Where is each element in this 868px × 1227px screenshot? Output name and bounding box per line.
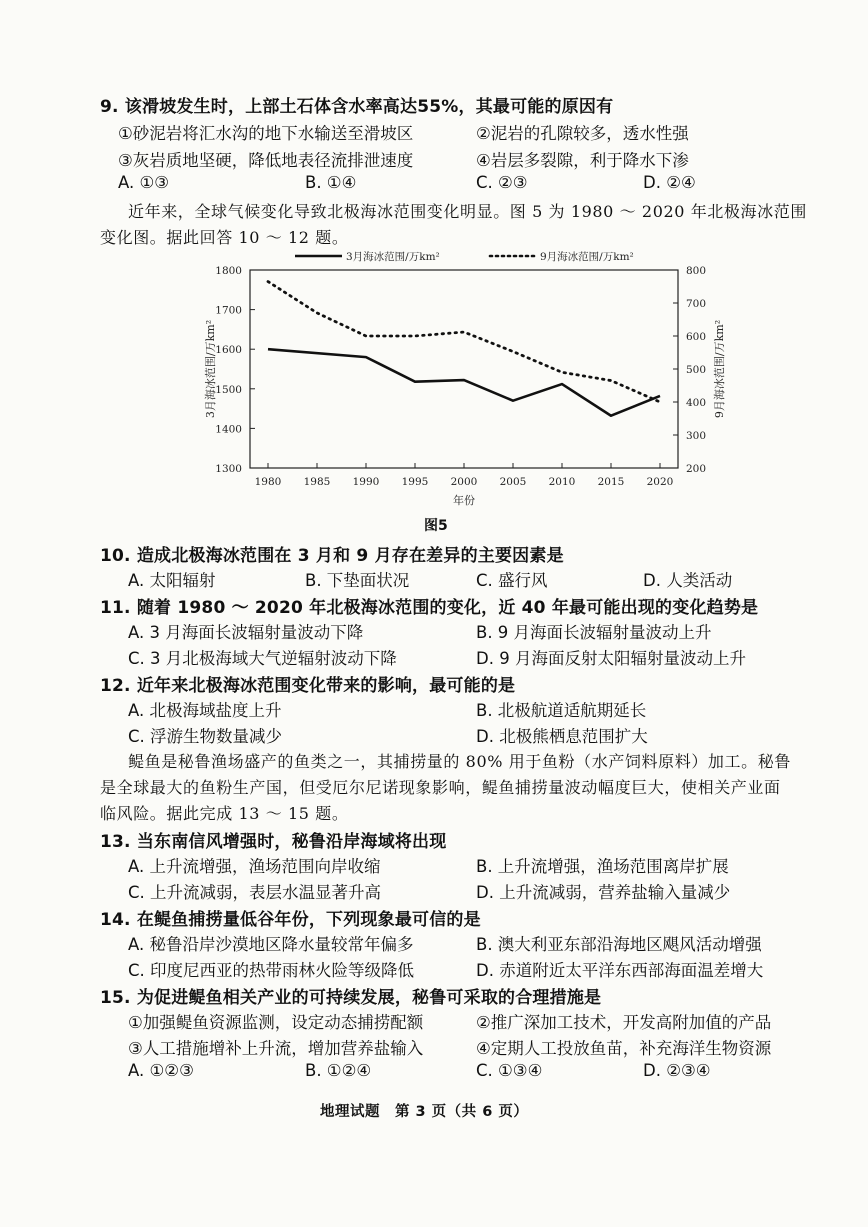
q9-item-1: ①砂泥岩将汇水沟的地下水输送至滑坡区: [118, 124, 414, 143]
x-tick-label: 2010: [548, 476, 576, 488]
q14-stem: 14. 在鳀鱼捕捞量低谷年份，下列现象最可信的是: [100, 910, 481, 930]
q9-item-4: ④岩层多裂隙，利于降水下渗: [476, 151, 689, 170]
q12-choice-a: A. 北极海域盐度上升: [128, 701, 282, 720]
plot-frame: [250, 270, 678, 468]
q15-item-4: ④定期人工投放鱼苗，补充海洋生物资源: [476, 1039, 772, 1058]
q11-choice-c: C. 3 月北极海域大气逆辐射波动下降: [128, 649, 397, 668]
series-september-line: [268, 282, 660, 402]
legend-march-label: 3月海冰范围/万km²: [346, 251, 440, 263]
q13-choice-b: B. 上升流增强，渔场范围离岸扩展: [476, 857, 729, 876]
q14-choice-d: D. 赤道附近太平洋东西部海面温差增大: [476, 961, 764, 980]
q9-choice-c: C. ②③: [476, 173, 528, 192]
x-tick-label: 2020: [646, 476, 674, 488]
q10-choice-b: B. 下垫面状况: [305, 571, 410, 590]
legend-september-label: 9月海冰范围/万km²: [540, 251, 634, 263]
q13-choice-d: D. 上升流减弱，营养盐输入量减少: [476, 883, 731, 902]
q15-choice-d: D. ②③④: [643, 1061, 711, 1080]
left-tick-label: 1400: [215, 423, 242, 436]
q15-choice-a: A. ①②③: [128, 1061, 194, 1080]
q10-stem: 10. 造成北极海冰范围在 3 月和 9 月存在差异的主要因素是: [100, 546, 564, 566]
left-axis-label: 3月海冰范围/万km²: [204, 319, 217, 419]
x-tick-label: 1995: [401, 476, 429, 488]
passage2-line2: 是全球最大的鱼粉生产国，但受厄尔尼诺现象影响，鳀鱼捕捞量波动幅度巨大，使相关产业面: [100, 778, 781, 797]
q9-item-2: ②泥岩的孔隙较多，透水性强: [476, 124, 689, 143]
left-tick-label: 1800: [215, 265, 242, 277]
q15-choice-c: C. ①③④: [476, 1061, 543, 1080]
q12-choice-d: D. 北极熊栖息范围扩大: [476, 727, 648, 746]
q13-choice-c: C. 上升流减弱，表层水温显著升高: [128, 883, 382, 902]
figure-caption: 图5: [424, 518, 448, 534]
x-tick-label: 1985: [303, 476, 331, 488]
x-axis-label: 年份: [453, 494, 475, 507]
q10-choice-a: A. 太阳辐射: [128, 571, 216, 590]
right-tick-label: 300: [686, 430, 707, 442]
q13-choice-a: A. 上升流增强，渔场范围向岸收缩: [128, 857, 381, 876]
q15-item-3: ③人工措施增补上升流，增加营养盐输入: [128, 1039, 424, 1058]
x-tick-label: 1980: [254, 476, 282, 488]
right-tick-label: 400: [686, 397, 707, 409]
x-tick-label: 2005: [499, 476, 527, 488]
right-tick-label: 600: [686, 331, 707, 343]
left-axis: [215, 265, 255, 475]
q11-choice-b: B. 9 月海面长波辐射量波动上升: [476, 623, 712, 642]
right-tick-label: 800: [686, 265, 707, 277]
q14-choice-b: B. 澳大利亚东部沿海地区飓风活动增强: [476, 935, 762, 954]
right-axis-label: 9月海冰范围/万km²: [713, 319, 726, 419]
q12-stem: 12. 近年来北极海冰范围变化带来的影响，最可能的是: [100, 676, 516, 696]
q11-stem: 11. 随着 1980 ～ 2020 年北极海冰范围的变化，近 40 年最可能出现的变化趋势是: [100, 598, 759, 618]
series-march-line: [268, 349, 660, 416]
passage1-line1: 近年来，全球气候变化导致北极海冰范围变化明显。图 5 为 1980 ～ 2020 年北极海冰范围: [128, 202, 807, 221]
q9-item-3: ③灰岩质地坚硬，降低地表径流排泄速度: [118, 151, 414, 170]
passage2-line3: 临风险。据此完成 13 ～ 15 题。: [100, 804, 349, 823]
q9-choice-d: D. ②④: [643, 173, 696, 192]
sea-ice-chart: [190, 242, 750, 522]
x-tick-label: 1990: [352, 476, 380, 488]
q15-item-1: ①加强鳀鱼资源监测，设定动态捕捞配额: [128, 1013, 424, 1032]
x-axis: [255, 463, 674, 488]
passage2-line1: 鳀鱼是秘鲁渔场盛产的鱼类之一，其捕捞量的 80% 用于鱼粉（水产饲料原料）加工。秘鲁: [128, 752, 791, 771]
left-tick-label: 1600: [215, 344, 242, 357]
q11-choice-a: A. 3 月海面长波辐射量波动下降: [128, 623, 364, 642]
q15-choice-b: B. ①②④: [305, 1061, 372, 1080]
q13-stem: 13. 当东南信风增强时，秘鲁沿岸海域将出现: [100, 832, 447, 852]
right-tick-label: 200: [686, 463, 707, 475]
x-tick-label: 2000: [450, 476, 478, 488]
page-footer: 地理试题 第 3 页（共 6 页）: [320, 1104, 529, 1120]
passage1-line2: 变化图。据此回答 10 ～ 12 题。: [100, 228, 349, 247]
q10-choice-c: C. 盛行风: [476, 571, 548, 590]
q9-choice-b: B. ①④: [305, 173, 357, 192]
x-tick-label: 2015: [597, 476, 625, 488]
q10-choice-d: D. 人类活动: [643, 571, 733, 590]
left-tick-label: 1700: [215, 304, 242, 317]
q11-choice-d: D. 9 月海面反射太阳辐射量波动上升: [476, 649, 746, 668]
right-tick-label: 700: [686, 298, 707, 310]
left-tick-label: 1500: [215, 383, 242, 396]
q15-item-2: ②推广深加工技术，开发高附加值的产品: [476, 1013, 772, 1032]
q14-choice-c: C. 印度尼西亚的热带雨林火险等级降低: [128, 961, 415, 980]
q15-stem: 15. 为促进鳀鱼相关产业的可持续发展，秘鲁可采取的合理措施是: [100, 988, 602, 1008]
right-tick-label: 500: [686, 364, 707, 376]
q9-stem: 9. 该滑坡发生时，上部土石体含水率高达55%，其最可能的原因有: [100, 97, 614, 117]
chart-legend: [295, 250, 634, 263]
q12-choice-c: C. 浮游生物数量减少: [128, 727, 283, 746]
q9-choice-a: A. ①③: [118, 173, 170, 192]
left-tick-label: 1300: [215, 463, 242, 475]
q14-choice-a: A. 秘鲁沿岸沙漠地区降水量较常年偏多: [128, 935, 414, 954]
q12-choice-b: B. 北极航道适航期延长: [476, 701, 647, 720]
